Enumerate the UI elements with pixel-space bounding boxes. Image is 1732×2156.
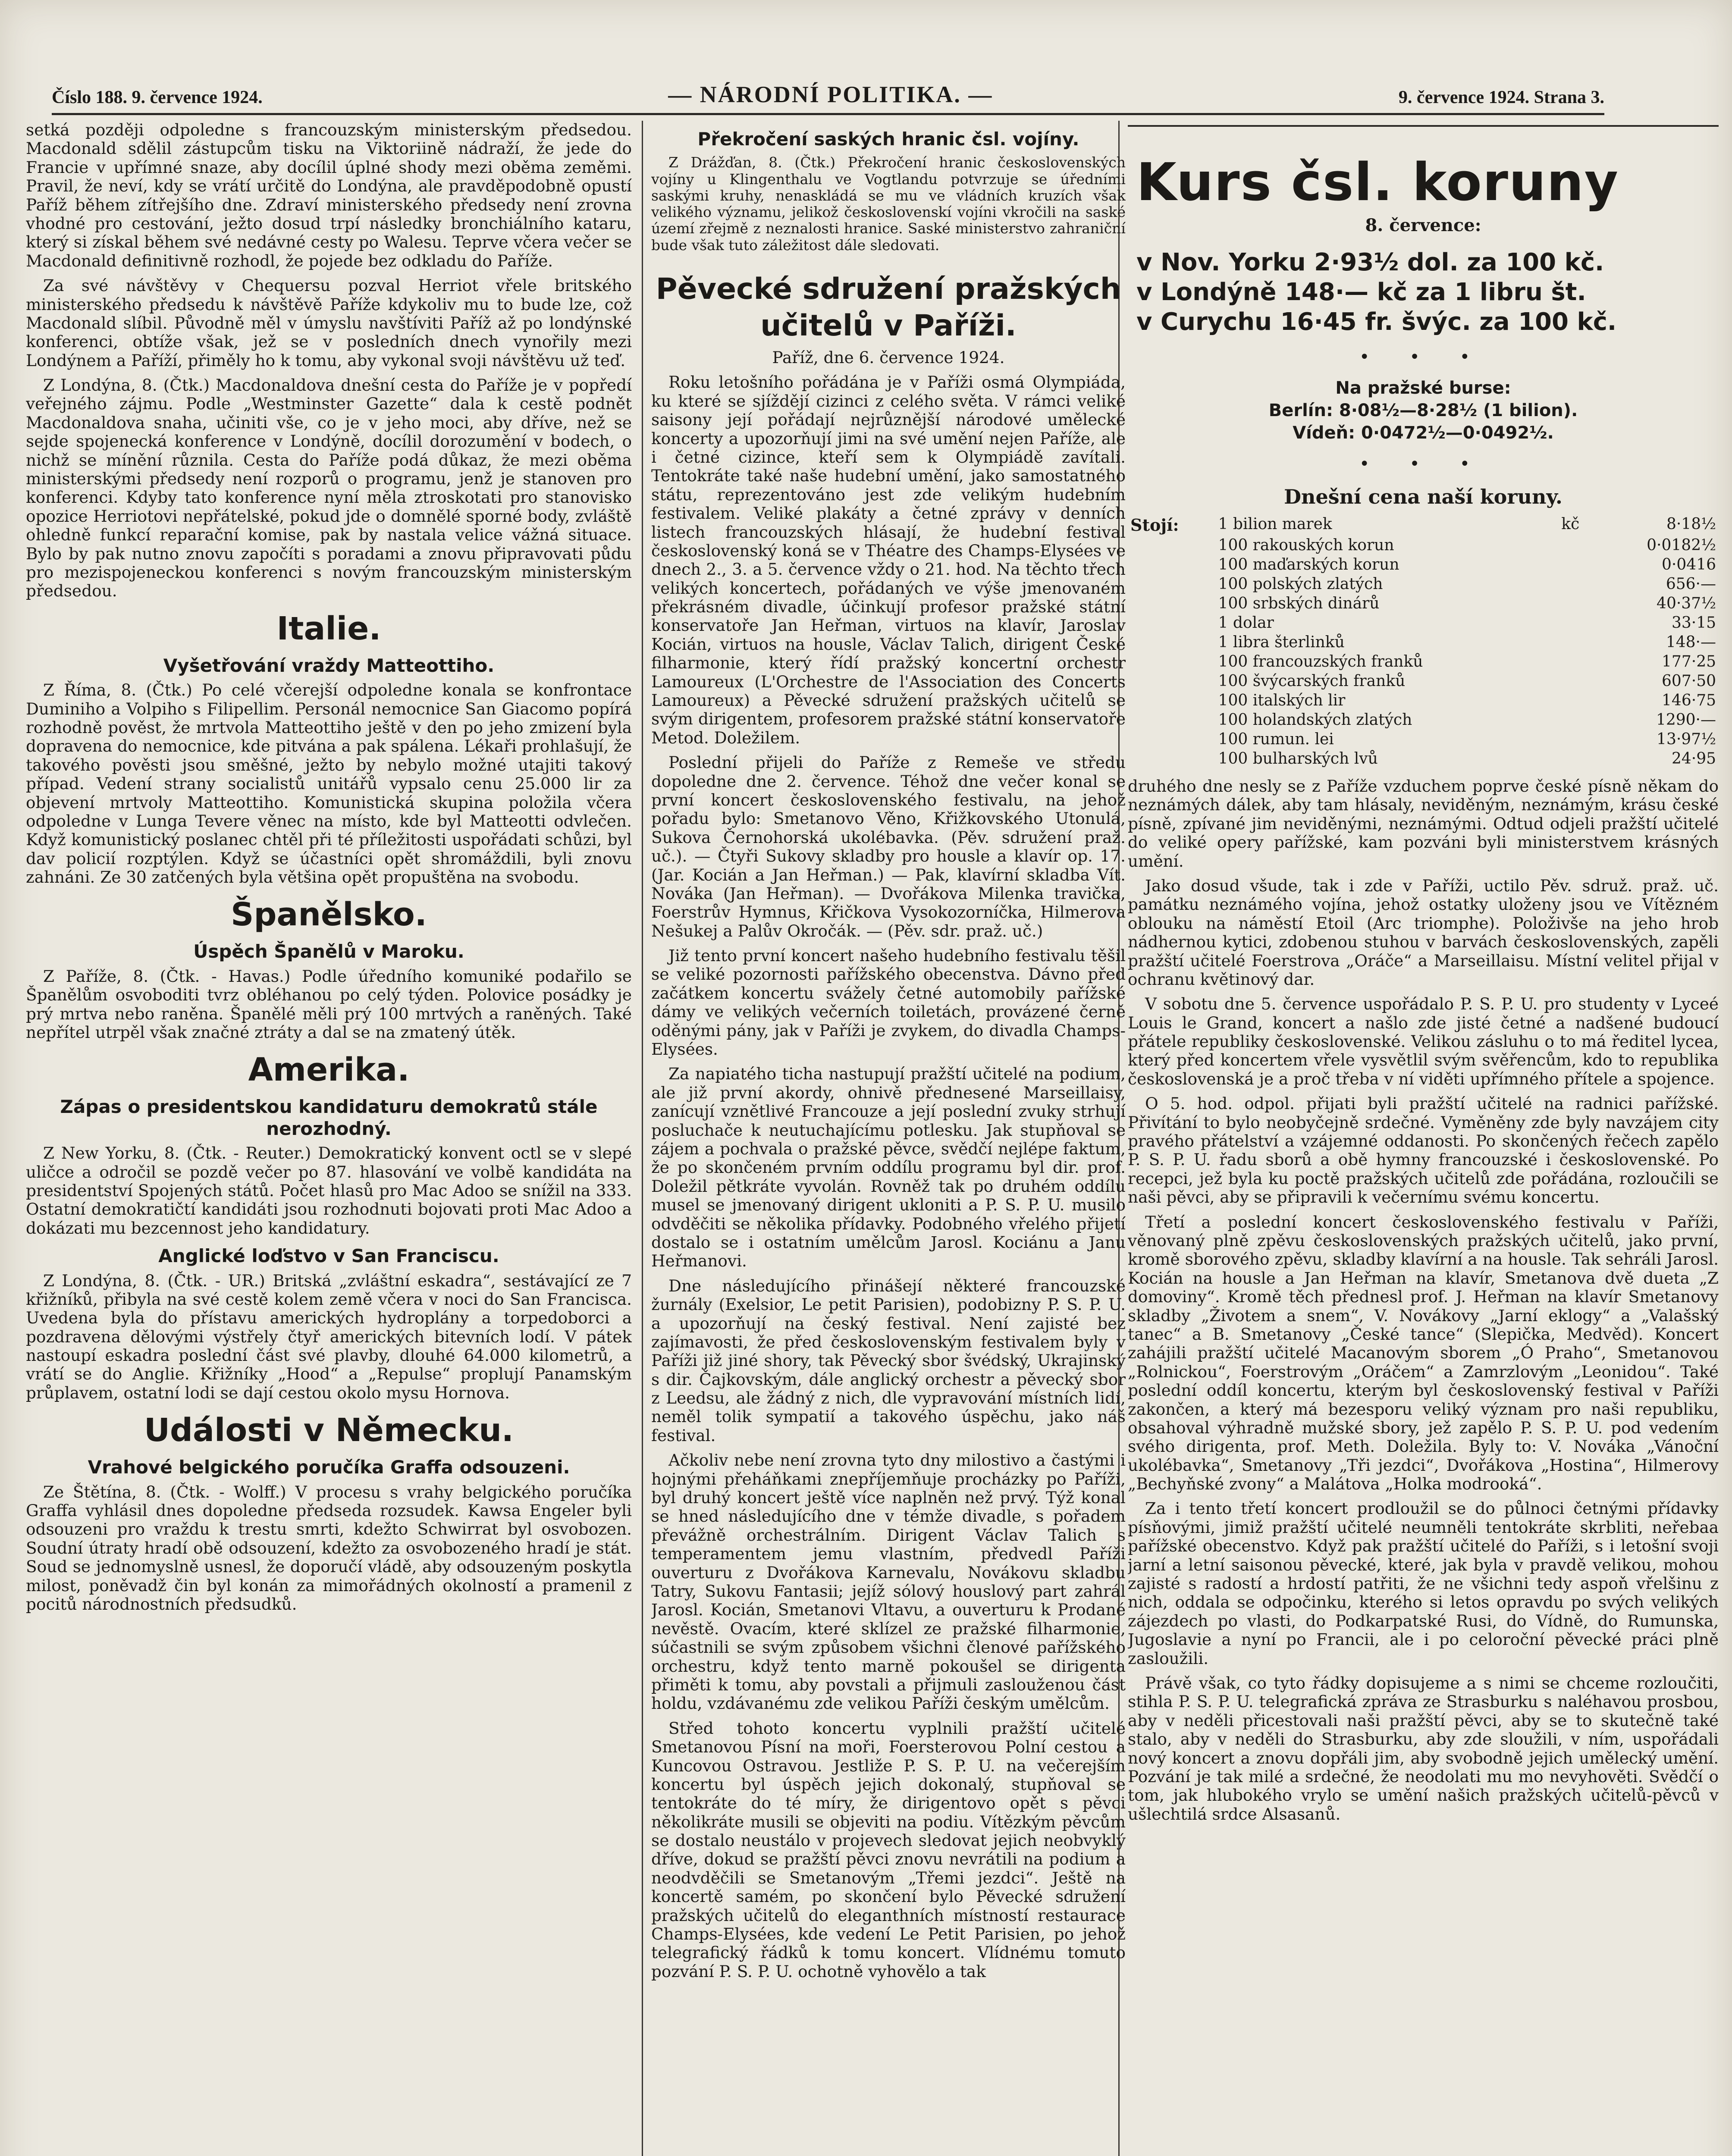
article-headline: Úspěch Španělů v Maroku.	[193, 941, 464, 962]
currency-value: 0·0182½	[1647, 536, 1716, 554]
currency-label: 100 maďarských korun	[1218, 556, 1399, 573]
currency-value: 13·97½	[1657, 730, 1716, 748]
unit-spacer	[1559, 536, 1597, 555]
unit-label: kč	[1561, 515, 1580, 533]
unit-spacer	[1559, 652, 1597, 671]
price-row	[1128, 749, 1719, 768]
section-heading-spanelsko: Španělsko.	[231, 896, 427, 934]
article-paragraph: Dne následujícího přinášejí některé francouzské žurnály (Exelsior, Le petit Parisien), podobizny P. S. P. U. a upozorňují na český festival. Není zajisté bez zajímavosti, že před československým festivalem byly v Paříži již jiné shory, tak Pěvecký sbor švédský, Ukrajinský s dir. Čajkovským, dále anglický orchestr a pěvecký sbor z Leedsu, ale žádný z nich, dle vypravování místních lidí, neměl tolik sympatií a takového úspěchu, jako náš festival.	[651, 1276, 1126, 1445]
article-paragraph: Z Paříže, 8. (Čtk. - Havas.) Podle úředního komuniké podařilo se Španělům osvoboditi tvrz obléhanou po celý týden. Polovice posádky je prý mrtva nebo raněna. Španělé měli prý 100 mrtvých a raněných. Také nepřítel utrpěl však značné ztráty a dal se na zmatený útěk.	[26, 966, 632, 1042]
rate-new-york: v Nov. Yorku 2·93½ dol. za 100 kč.	[1136, 248, 1604, 276]
separator-dots: • • •	[1359, 347, 1487, 367]
article-headline: Překročení saských hranic čsl. vojíny.	[697, 128, 1079, 150]
price-row	[1128, 633, 1719, 652]
currency-value: 33·15	[1671, 614, 1716, 632]
currency-label: 100 srbských dinárů	[1218, 595, 1380, 612]
price-row	[1128, 691, 1719, 710]
issue-number: Číslo 188. 9. července 1924.	[52, 88, 263, 107]
unit-spacer	[1559, 613, 1597, 633]
stoji-spacer	[1128, 730, 1216, 749]
stoji-spacer	[1128, 574, 1216, 594]
article-headline: Vrahové belgického poručíka Graffa odsouzeni.	[88, 1457, 570, 1478]
currency-label: 1 libra šterlinků	[1218, 633, 1345, 651]
article-paragraph: Jako dosud všude, tak i zde v Paříži, uctilo Pěv. sdruž. praž. uč. památku neznámého vojína, jehož ostatky uloženy jsou ve Vítězném oblouku na náměstí Etoil (Arc triomphe). Položivše na jeho hrob nádhernou kytici, zdobenou stuhou v barvách československých, zapěli pražští učitelé Foerstrova „Oráče“ a Marseillaisu. Místní velitel přijal v ochranu květinový dar.	[1128, 876, 1719, 989]
unit-spacer	[1559, 710, 1597, 730]
stoji-spacer	[1128, 633, 1216, 652]
berlin-quote: Berlín: 8·08½—8·28½ (1 bilion).	[1268, 401, 1578, 420]
currency-value: 0·0416	[1662, 556, 1716, 573]
currency-label: 100 švýcarských franků	[1218, 672, 1406, 690]
article-paragraph: Z Londýna, 8. (Čtk.) Macdonaldova dnešní cesta do Paříže je v popředí veřejného zájmu. Podle „Westminster Gazette“ dala k cestě podnět Macdonaldova snaha, učiniti vše, co je v jeho moci, aby dříve, než se sejde spojenecká konference v Londýně, docílil dorozumění v bodech, o nichž se mínění různila. Cesta do Paříže podá důkaz, že mezi oběma ministerskými předsedy není rozporů o programu, jenž je stanoven pro konferenci. Kdyby tato konference nyní měla ztroskotati pro stanovisko opozice Herriotovi nepřátelské, pokud jde o domnělé sporné body, zvláště ohledně funkcí reparační komise, pak by nastala velice vážná situace. Bylo by pak nutno znovu započíti s poradami a znovu připravovati půdu pro mezispojeneckou konferenci s novým francouzským ministerským předsedou.	[26, 376, 632, 601]
stoji-spacer	[1128, 594, 1216, 613]
article-paragraph: Poslední přijeli do Paříže z Remeše ve středu dopoledne dne 2. července. Téhož dne večer konal se první koncert československého festivalu, na jehož pořadu bylo: Smetanovo Věno, Křižkovského Utonulá, Sukova Černohorská ukolébavka. (Pěv. sdružení praž. uč.). — Čtyři Sukovy skladby pro housle a klavír op. 17. (Jar. Kocián a Jan Heřman.) — Pak, klavírní skladba Vít. Nováka (Jan Heřman). — Dvořákova Milenka travička, Foerstrův Hymnus, Křičkova Vysokozorníčka, Hilmerova Nešukej a Palův Okročák. — (Pěv. sdr. praž. uč.)	[651, 753, 1126, 940]
article-paragraph: druhého dne nesly se z Paříže vzduchem poprve české písně někam do neznámých dálek, aby tam hlásaly, neviděným, neznámým, krásu české písně, zpívané jim neviděnými, neznámými. Odtud odjeli pražští učitelé do veliké opery pařížské, kam pozváni byli ministerstvem krásných umění.	[1128, 777, 1719, 871]
stoji-spacer	[1128, 691, 1216, 710]
article-paragraph: Z Říma, 8. (Čtk.) Po celé včerejší odpoledne konala se konfrontace Duminiho a Volpiho s Filipellim. Personál nemocnice San Giacomo popírá rozhodně pověst, že mrtvola Matteottiho ještě v den po jeho zmizení byla dopravena do nemocnice, kde pitvána a pak spálena. Lékaři prohlašují, že takového pověsti jsou směšné, ježto by nebylo možné utajiti takový případ. Vedení strany socialistů unitářů vypsalo cenu 25.000 lir za objevení mrtvoly Matteottiho. Komunistická skupina položila včera odpoledne v Lunga Tevere věnec na místo, kde byl Matteotti odvlečen. Když komunistický poslanec chtěl při té příležitosti uspořádati schůzi, byl dav policií rozptýlen. Když se účastníci opět shromáždili, byli znovu zahnáni. Ze 30 zatčených byla většina opět propuštěna na svobodu.	[26, 680, 632, 887]
article-paragraph: Třetí a poslední koncert československého festivalu v Paříži, věnovaný plně zpěvu československých pražských učitelů, jako první, kromě sborového zpěvu, skladby klavírní a na housle. Tak sehráli Jarosl. Kocián na housle a Jan Heřman na klavír, Smetanova dvě dueta „Z domoviny“. Kromě těch přednesl prof. J. Heřman na klavír Smetanovy skladby „Životem a snem“, V. Novákovy „Jarní eklogy“ a „Valašský tanec“ a B. Smetanovy „České tance“ (Slepička, Medvěd). Koncert zahájili pražští učitelé Macanovým sborem „Ó Praho“, Smetanovou „Rolnickou“, Foerstrovým „Oráčem“ a Zamrzlovým „Leonidou“. Také poslední oddíl koncertu, kterým byl československý festival v Paříži zakončen, a který má bezesporu veliký význam pro naši republiku, obsahoval výhradně mužské sbory, jež zapělo P. S. P. U. pod vedením svého dirigenta, prof. Meth. Doležila. Byly to: V. Nováka „Vánoční ukolébavka“, Smetanovy „Tři jezdci“, Dvořákova „Hostina“, Hilmerovy „Bechyňské zvony“ a Malátova „Holka modrooká“.	[1128, 1212, 1719, 1494]
stoji-spacer	[1128, 671, 1216, 691]
rates-date: 8. července:	[1365, 215, 1481, 235]
currency-label: 1 dolar	[1218, 614, 1274, 632]
article-paragraph: Z New Yorku, 8. (Čtk. - Reuter.) Demokratický konvent octl se v slepé uličce a odročil se pozdě večer po 87. hlasování ve volbě kandidáta na presidentství Spojených států. Počet hlasů pro Mac Adoo se snížil na 333. Ostatní demokratičtí kandidáti jsou rozhodnuti bojovati proti Mac Adoo a dokázati mu bezcennost jeho kandidatury.	[26, 1144, 632, 1238]
price-table-heading: Dnešní cena naší koruny.	[1284, 485, 1563, 508]
stoji-spacer	[1128, 749, 1216, 768]
article-paragraph: Ze Štětína, 8. (Čtk. - Wolff.) V procesu s vrahy belgického poručíka Graffa vyhlásil dnes dopoledne předseda rozsudek. Kawsa Engeler byli odsouzeni pro vraždu k trestu smrti, kdežto Schwirrat byl osvobozen. Soudní útraty hradí obě odsouzení, kdežto za osvobozeného hradí je stát. Soud se jednomyslně usnesl, že doporučí vládě, aby odsouzeným poskytla milost, poněvadž čin byl konán za mimořádných okolností a pramenil z pocitů národnostních předsudků.	[26, 1482, 632, 1614]
currency-label: 100 rakouských korun	[1218, 536, 1394, 554]
price-row	[1128, 671, 1719, 691]
article-paragraph: Za i tento třetí koncert prodloužil se do půlnoci četnými přídavky písňovými, jimiž pražští učitelé neumněli tentokráte skrbliti, neřebaa pařížské obecenstvo. Když pak pražští učitelé do Paříži, s i letošní svoji jarní a letní saisonou pěvecké, které, jak byla v pravdě velikou, mohou zajisté s radostí a hrdostí patřiti, že ne všichni tedy aspoň vřelšinu z nich, oddala se odpočinku, kterého si letos opravdu po svých velikých zájezdech po vlasti, do Podkarpatské Rusi, do Vídně, do Rumunska, Jugoslavie a nyní po Francii, ale i po celoroční pěvecké práci plně zasloužili.	[1128, 1499, 1719, 1668]
rate-london: v Londýně 148·— kč za 1 libru št.	[1136, 278, 1586, 306]
price-row	[1128, 652, 1719, 671]
article-paragraph: Za své návštěvy v Chequersu pozval Herriot vřele britského ministerského předsedu k návštěvě Paříže kdykoliv mu to bude lze, což Macdonald slíbil. Původně měl v úmyslu navštíviti Paříž až po londýnské konferenci, obtíže však, jež se v posledních dnech vynořily mezi Londýnem a Paříží, přiměly ho k tomu, aby vykonal svoji návštěvu už teď.	[26, 276, 632, 370]
article-paragraph: Roku letošního pořádána je v Paříži osmá Olympiáda, ku které se sjíždějí cizinci z celého světa. V rámci veliké saisony její pořádají nejrůznější národové umělecké koncerty a upozorňují jimi na své umění nejen Paříže, ale i četné cizince, kteří sem k Olympiádě zavítali. Tentokráte také naše hudební umění, jako samostatného státu, reprezentováno jest zde velikým hudebním festivalem. Veliké plakáty a četné zprávy v denních listech francouzských hlásají, že hudební festival československý koná se v Théatre des Champs-Elysées ve dnech 2., 3. a 5. července vždy o 21. hod. Na těchto třech velikých koncertech, pořádaných ve výše jmenovaném překrásném divadle, účinkují profesor pražské státní konservatoře Jan Heřman, virtuos na klavír, Jaroslav Kocián, virtuos na housle, Václav Talich, dirigent České filharmonie, který řídí pražský koncertní orchestr Lamoureux (L'Orchestre de l'Association des Concerts Lamoureux) a Pěvecké sdružení pražských učitelů se svým dirigentem, profesorem pražské státní konservatoře Metod. Doležilem.	[651, 373, 1126, 747]
column-rule-1	[642, 121, 643, 2156]
article-paragraph: Právě však, co tyto řádky dopisujeme a s nimi se chceme rozloučiti, stihla P. S. P. U. telegrafická zpráva ze Strasburku s naléhavou prosbou, aby v neděli přicestovali naši pražští pěvci, aby se to skutečně také stalo, aby v neděli do Strasburku, aby zde sloužili, v ním, uspořádali nový koncert a znovu dopřáli jim, aby svobodně jejich umělecký umění. Pozvání je tak milé a srdečné, že neodolati mu mo nevyhověti. Svědčí o tom, jak hlubokého vrylo se umění našich pražských učitelů-pěvců v ušlechtilá srdce Alsasanů.	[1128, 1673, 1719, 1824]
currency-value: 146·75	[1662, 692, 1716, 709]
article-paragraph: O 5. hod. odpol. přijati byli pražští učitelé na radnici pařížské. Přivítání to bylo neobyčejně srdečné. Vyměněny zde byly navzájem city pravého přátelství a vzájemné oddanosti. Po skončených řečech zapělo P. S. P. U. řadu sborů a obě hymny francouzské i československé. Po recepci, jež byla ku poctě pražských učitelů zde pořádána, rozloučili se naši pěvci, aby se připravili k večernímu svému koncertu.	[1128, 1094, 1719, 1207]
currency-label: 1 bilion marek	[1218, 515, 1332, 533]
currency-label: 100 bulharských lvů	[1218, 750, 1378, 768]
column-1	[26, 121, 632, 2156]
currency-label: 100 holandských zlatých	[1218, 711, 1412, 729]
unit-spacer	[1559, 633, 1597, 652]
price-row	[1128, 555, 1719, 574]
article-paragraph: V sobotu dne 5. července uspořádalo P. S. P. U. pro studenty v Lyceé Louis le Grand, koncert a našlo zde jisté četné a nadšené budoucí přátele republiky československé. Velikou zásluhu o to má ředitel lycea, který před koncertem vřele vysvětlil svým svěřencům, kdo to republika československá je a proč třeba v ní viděti upřímného přítele a spojence.	[1128, 994, 1719, 1088]
price-row	[1128, 730, 1719, 749]
unit-spacer	[1559, 574, 1597, 594]
stoji-spacer	[1128, 536, 1216, 555]
currency-value: 177·25	[1662, 653, 1716, 671]
price-row	[1128, 613, 1719, 633]
rate-zurich: v Curychu 16·45 fr. švýc. za 100 kč.	[1136, 308, 1617, 336]
section-heading-nemecko: Události v Německu.	[144, 1412, 514, 1449]
vienna-quote: Vídeň: 0·0472½—0·0492½.	[1293, 423, 1554, 443]
price-row	[1128, 710, 1719, 730]
currency-value: 656·—	[1666, 575, 1716, 593]
article-headline: Anglické loďstvo v San Franciscu.	[158, 1245, 499, 1267]
unit-spacer	[1559, 594, 1597, 613]
currency-label: 100 italských lir	[1218, 692, 1346, 709]
article-paragraph: Za napiatého ticha nastupují pražští učitelé na podium, ale již první akordy, ohnivě přednesené Marseillaisy, zanícují vznětlivé Francouze a její poslední zvuky strhují posluchače k neutuchajícímu potlesku. Jak stupňoval se zájem a pochvala o pražské pěvce, svědčí nejlépe faktum, že po skončeném prvním oddílu programu byl dir. prof. Doležil pětkráte vyvolán. Rovněž tak po druhém oddílu musel se jmenovaný dirigent ukloniti a P. S. P. U. musilo odvděčiti se několika přídavky. Podobného vřelého přijetí dostalo se i ostatním umělcům Jarosl. Kociánu a Janu Heřmanovi.	[651, 1064, 1126, 1271]
currency-value: 40·37½	[1657, 595, 1716, 612]
article-paragraph: Již tento první koncert našeho hudebního festivalu těšil se veliké pozornosti pařížského obecenstva. Dávno před začátkem koncertu svážely četné automobily pařížské dámy ve velikých večerních toiletách, provázené černě oděnými pány, jak v Paříži je zvykem, do divadla Champs-Elysées.	[651, 946, 1126, 1059]
currency-value: 24·95	[1671, 750, 1716, 768]
stoji-spacer	[1128, 652, 1216, 671]
currency-label: 100 rumun. lei	[1218, 730, 1334, 748]
currency-value: 148·—	[1666, 633, 1716, 651]
top-rule	[1128, 125, 1719, 127]
currency-price-table	[1128, 514, 1719, 768]
article-headline: Zápas o presidentskou kandidaturu demokratů stále nerozhodný.	[60, 1096, 598, 1139]
currency-value: 607·50	[1662, 672, 1716, 690]
masthead	[52, 73, 1604, 115]
article-paragraph: setká později odpoledne s francouzským ministerským předsedou. Macdonald sdělil zástupcům tisku na Viktoriině nádraží, že jede do Francie v upřímné snaze, aby docílil úplné shody mezi oběma zeměmi. Pravil, že neví, kdy se vrátí určitě do Londýna, ale pravděpodobně opustí Paříž během zítřejšího dne. Zdraví ministerského předsedy není zrovna vhodné pro cestování, ježto dosud trpí následky bronchiálního kataru, který si získal během své nedávné cesty po Walesu. Teprve včera večer se Macdonald definitivně rozhodl, že pojede bez odkladu do Paříže.	[26, 121, 632, 270]
unit-spacer	[1559, 691, 1597, 710]
article-paragraph: Z Londýna, 8. (Čtk. - UR.) Britská „zvláštní eskadra“, sestávající ze 7 křižníků, přibyla na své cestě kolem země včera v noci do San Francisca. Uvedena byla do přístavu amerických hydroplány a torpedoborci a pozdravena dělovými výstřely čtyř amerických bitevních lodí. V pátek nastoupí eskadra poslední část své plavby, dlouhé 64.000 kilometrů, a vrátí se do Anglie. Křižníky „Hood“ a „Repulse“ proplují Panamským průplavem, ostatní lodi se dají cestou okolo mysu Hornova.	[26, 1271, 632, 1402]
stoji-spacer	[1128, 555, 1216, 574]
burse-heading: Na pražské burse:	[1335, 378, 1511, 398]
column-2	[651, 121, 1126, 2156]
price-row	[1128, 536, 1719, 555]
article-paragraph: Z Drážďan, 8. (Čtk.) Překročení hranic československých vojíny u Klingenthalu ve Vogtlandu potvrzuje se úředními saskými kruhy, nenaskládá se mu ve vládních kruzích však velikého významu, jelikož československí vojíni vkročili na saské území zřejmě z neznalosti hranice. Saské ministerstvo zahraniční bude však tuto záležitost dále sledovati.	[651, 154, 1126, 254]
section-heading-amerika: Amerika.	[248, 1051, 410, 1089]
article-headline: Vyšetřování vraždy Matteottiho.	[163, 655, 495, 676]
separator-dots: • • •	[1359, 454, 1487, 474]
section-heading-italie: Italie.	[276, 610, 381, 647]
exchange-rate-heading: Kurs čsl. koruny	[1136, 153, 1619, 213]
column-3	[1128, 121, 1719, 2156]
stoji-spacer	[1128, 613, 1216, 633]
currency-value: 8·18½	[1666, 515, 1716, 533]
unit-spacer	[1559, 555, 1597, 574]
unit-spacer	[1559, 730, 1597, 749]
price-row	[1128, 594, 1719, 613]
dateline: Paříž, dne 6. července 1924.	[772, 348, 1005, 367]
date-page: 9. července 1924. Strana 3.	[1398, 88, 1604, 107]
unit-spacer	[1559, 749, 1597, 768]
article-paragraph: Ačkoliv nebe není zrovna tyto dny milostivo a častými i hojnými přeháňkami znepříjemňuje procházky po Paříži, byl druhý koncert ještě více naplněn než prvý. Týž konal se hned následujícího dne v témže divadle, s pořadem převážně orchestrálním. Dirigent Václav Talich s temperamentem jemu vlastním, předvedl Paříži ouverturu z Dvořákova Karnevalu, Novákovu skladbu Tatry, Sukovu Fantasii; jejíž sólový houslový part zahrál Jarosl. Kocián, Smetanovi Vltavu, a ouverturu k Prodané nevěstě. Ovacím, které sklízel ze pražské filharmonie, súčastnili se svým způsobem všichni členové pařížského orchestru, když tento marně pokoušel se dirigenta přiměti k tomu, aby povstali a přijmuli zaslouženou část holdu, vzdávanému zde velikou Paříži českým umělcům.	[651, 1451, 1126, 1713]
currency-value: 1290·—	[1656, 711, 1716, 729]
price-row	[1128, 574, 1719, 594]
currency-label: 100 francouzských franků	[1218, 653, 1423, 671]
stoji-spacer	[1128, 710, 1216, 730]
stoji-label: Stojí:	[1130, 515, 1179, 535]
article-paragraph: Střed tohoto koncertu vyplnili pražští učitelé Smetanovou Písní na moři, Foersterovou Polní cestou a Kuncovou Ostravou. Jestliže P. S. P. U. na večerejším koncertu byl úspěch jejich dokonalý, stupňoval se tentokráte do té míry, že dirigentovo opět s pěvci několikráte musili se objeviti na podiu. Vítězkým pěvcům se dostalo neustálo v projevech sledovat jejich neobvyklý dříve, dokud se pražští pěvci znovu nevrátili na podium a neodvděčili se Smetanovým „Třemi jezdci“. Ještě na koncertě samém, po skončení bylo Pěvecké sdružení pražských učitelů do eleganthních místností restaurace Champs-Elysées, kde vedení Le Petit Parisien, po jehož telegrafický řádků k tomu koncert. Vlídnému tomuto pozvání P. S. P. U. ochotně vyhovělo a tak	[651, 1718, 1126, 1981]
unit-spacer	[1559, 671, 1597, 691]
feature-headline: Pěvecké sdružení pražských učitelů v Paříži.	[656, 272, 1121, 343]
price-row	[1128, 514, 1719, 536]
currency-label: 100 polských zlatých	[1218, 575, 1383, 593]
newspaper-title: — NÁRODNÍ POLITIKA. —	[668, 81, 993, 107]
